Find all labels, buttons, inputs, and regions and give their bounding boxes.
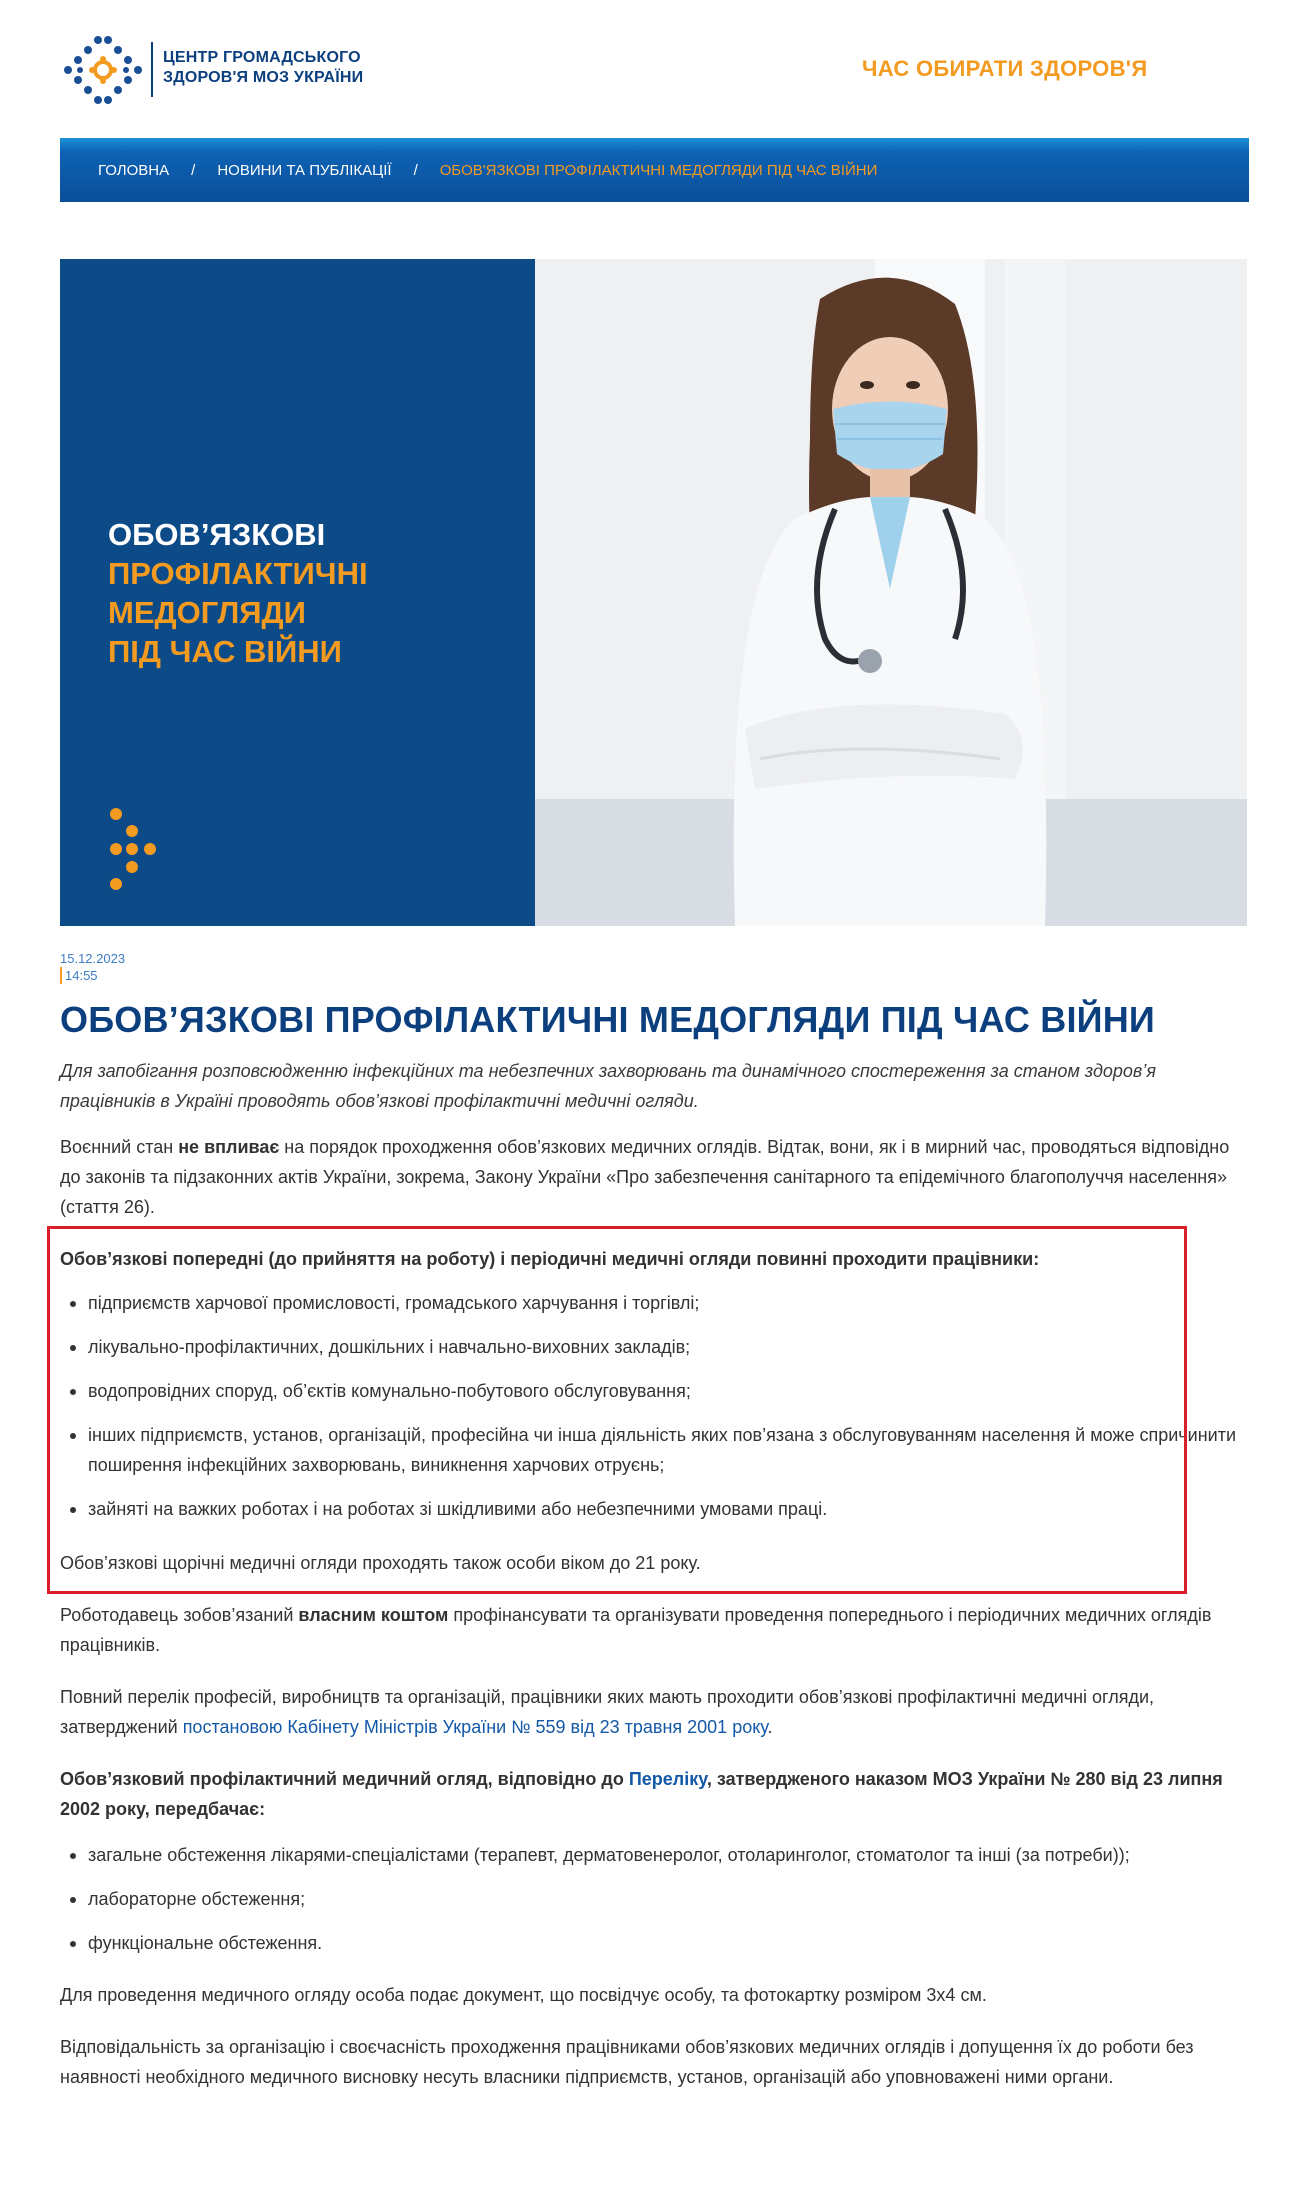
doctor-photo [535, 259, 1247, 926]
workers-list [60, 1288, 1240, 1524]
breadcrumb-news-link[interactable]: НОВИНИ ТА ПУБЛІКАЦІЇ [217, 161, 392, 179]
logo-icon[interactable] [58, 30, 150, 110]
article-title: ОБОВ’ЯЗКОВІ ПРОФІЛАКТИЧНІ МЕДОГЛЯДИ ПІД ЧАС ВІЙНИ [60, 999, 1156, 1040]
logo-divider [151, 42, 153, 97]
site-header [0, 0, 1291, 135]
hero-image [60, 259, 1247, 926]
hero-title-line-4: ПІД ЧАС ВІЙНИ [108, 634, 342, 669]
list-item: лікувально-профілактичних, дошкільних і навчально-виховних закладів; [70, 1332, 1240, 1362]
site-slogan: ЧАС ОБИРАТИ ЗДОРОВ'Я [862, 56, 1148, 81]
breadcrumb-current: ОБОВ'ЯЗКОВІ ПРОФІЛАКТИЧНІ МЕДОГЛЯДИ ПІД ЧАС ВІЙНИ [439, 161, 878, 179]
list-item: водопровідних споруд, об’єктів комунально-побутового обслуговування; [70, 1376, 1240, 1406]
paragraph-who-must [60, 1244, 1240, 1274]
list-item: підприємств харчової промисловості, громадського харчування і торгівлі; [70, 1288, 1240, 1318]
p1-bold: не впливає [178, 1137, 280, 1157]
breadcrumb-separator: / [191, 161, 196, 179]
p1-text-c: на порядок проходження обов’язкових медичних оглядів. Відтак, вони, як і в мирний час, проводяться відповідно до законів та підзаконних актів України, зокрема, Закону України «Про забезпечення санітарного та епідемічного благополуччя населення» (стаття 26). [60, 1137, 1230, 1217]
article-date: 15.12.2023 [60, 951, 126, 966]
resolution-559-link[interactable]: постановою Кабінету Міністрів України № 559 від 23 травня 2001 року [182, 1717, 768, 1737]
p4-bold: власним коштом [298, 1605, 449, 1625]
breadcrumb [60, 138, 1249, 202]
doctor-illustration [535, 259, 1247, 926]
hero-title [108, 515, 518, 671]
p2-bold: Обов’язкові попередні (до прийняття на роботу) і періодичні медичні огляди повинні проходити працівники: [60, 1249, 1040, 1269]
list-item: функціональне обстеження. [70, 1928, 1240, 1958]
paragraph-exam-includes [60, 1764, 1240, 1824]
p4-text-a: Роботодавець зобов’язаний [60, 1605, 299, 1625]
hero-text-panel [60, 259, 535, 926]
p5-text-c: . [767, 1717, 773, 1737]
hero-title-line-3: МЕДОГЛЯДИ [108, 595, 306, 630]
paragraph-employer [60, 1600, 1240, 1660]
p6-text-a: Обов’язковий профілактичний медичний огляд, відповідно до [60, 1769, 629, 1789]
hero-title-line-2: ПРОФІЛАКТИЧНІ [108, 556, 368, 591]
logo-line-2: ЗДОРОВ'Я МОЗ УКРАЇНИ [163, 69, 364, 86]
hero-title-line-1: ОБОВ’ЯЗКОВІ [108, 517, 326, 552]
breadcrumb-separator: / [413, 161, 418, 179]
list-item: інших підприємств, установ, організацій, професійна чи інша діяльність яких пов’язана з обслуговуванням населення й може спричинити поширення інфекційних захворювань, виникнення харчових отруєнь; [70, 1420, 1240, 1480]
list-item: лабораторне обстеження; [70, 1884, 1240, 1914]
article-meta [60, 950, 125, 984]
exam-list [60, 1840, 1240, 1958]
paragraph-documents: Для проведення медичного огляду особа подає документ, що посвідчує особу, та фотокартку розміром 3х4 см. [60, 1985, 987, 2005]
p6-text-c: , затвердженого наказом МОЗ України № 280 від 23 липня 2002 року, передбачає: [60, 1769, 1223, 1819]
p1-text-a: Воєнний стан [60, 1137, 179, 1157]
article-time: 14:55 [60, 967, 125, 984]
paragraph-full-list [60, 1682, 1240, 1742]
list-item: загальне обстеження лікарями-спеціалістами (терапевт, дерматовенеролог, отоларинголог, стоматолог та інші (за потреби)); [70, 1840, 1240, 1870]
perelik-link[interactable]: Переліку [628, 1769, 707, 1789]
paragraph-under-21: Обов’язкові щорічні медичні огляди проходять також особи віком до 21 року. [60, 1553, 701, 1573]
article-lead: Для запобігання розповсюдженню інфекційних та небезпечних захворювань та динамічного спостереження за станом здоров’я працівників в Україні проводять обов’язкові профілактичні медичні огляди. [60, 1061, 1156, 1111]
p5-text-a: Повний перелік професій, виробництв та організацій, працівники яких мають проходити обов’язкові профілактичні медичні огляди, затверджений [60, 1687, 1155, 1737]
paragraph-responsibility: Відповідальність за організацію і своєчасність проходження працівниками обов’язкових медичних оглядів і допущення їх до роботи без наявності необхідного медичного висновку несуть власники підприємств, установ, організацій або уповноважені ними органи. [60, 2037, 1194, 2087]
dots-logo-icon [104, 804, 174, 904]
logo-text[interactable] [163, 48, 393, 88]
article-body [60, 1056, 1240, 2092]
breadcrumb-home-link[interactable]: ГОЛОВНА [98, 161, 170, 179]
paragraph-martial-law [60, 1132, 1240, 1222]
p4-text-c: профінансувати та організувати проведення попереднього і періодичних медичних оглядів працівників. [60, 1605, 1212, 1655]
list-item: зайняті на важких роботах і на роботах зі шкідливими або небезпечними умовами праці. [70, 1494, 1240, 1524]
logo-line-1: ЦЕНТР ГРОМАДСЬКОГО [163, 49, 361, 66]
